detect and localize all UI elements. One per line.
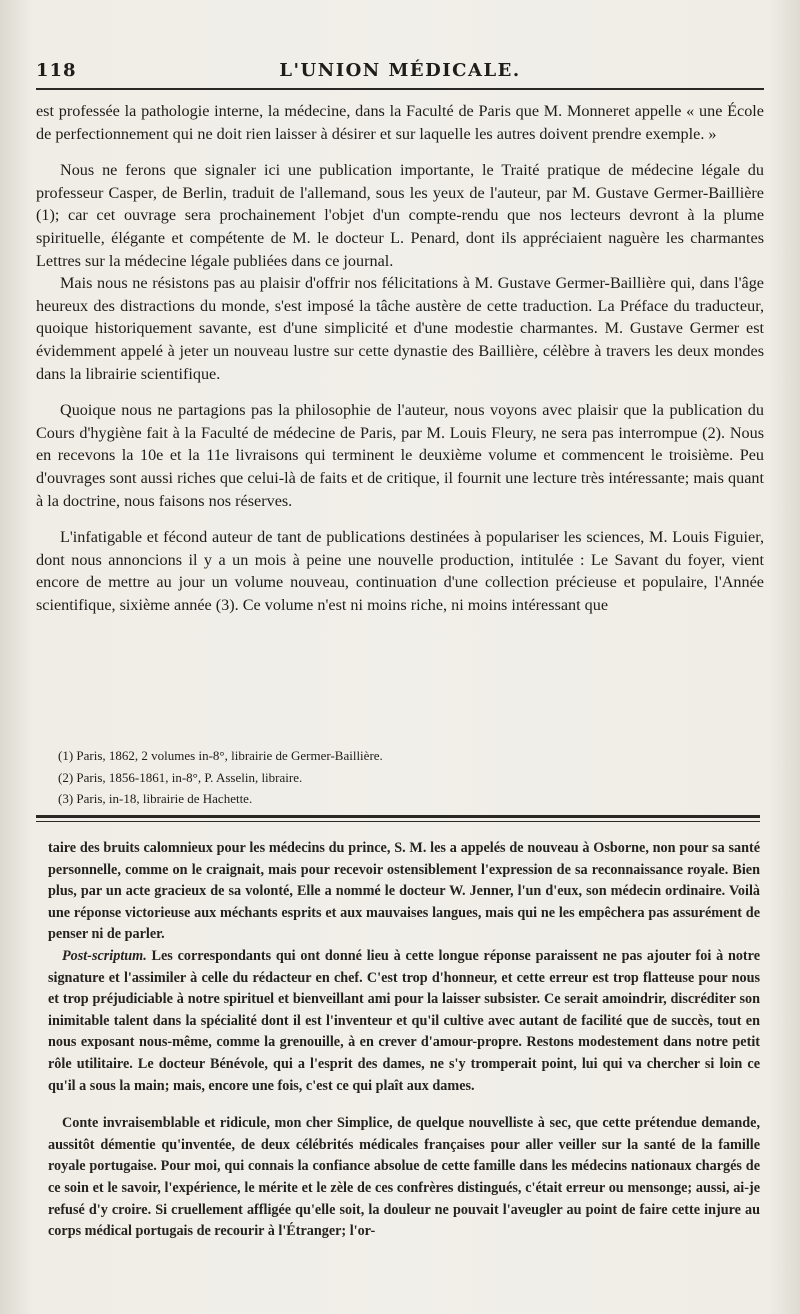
footnotes xyxy=(58,745,764,810)
paragraph-germer: Mais nous ne résistons pas au plaisir d'offrir nos félicitations à M. Gustave Germer-Baillière qui, dans l'âge heureux des distractions du monde, s'est imposé la tâche austère de cette traduction. La Préface du traducteur, quoique historiquement savante, est d'une simplicité et d'une modestie charmantes. M. Gustave Germer est évidemment appelé à jeter un nouveau lustre sur cette dynastie des Baillière, célèbre à travers les deux mondes dans la librairie scientifique. xyxy=(36,274,764,383)
page-number: 118 xyxy=(36,60,77,81)
journal-title: L'UNION MÉDICALE. xyxy=(279,60,521,81)
footnote-1: (1) Paris, 1862, 2 volumes in-8°, librairie de Germer-Baillière. xyxy=(58,748,383,763)
paragraph-continuation: est professée la pathologie interne, la médecine, dans la Faculté de Paris que M. Monneret appelle « une École de perfectionnement qui ne doit rien laisser à désirer et sur laquelle les autres doivent prendre exemple. » xyxy=(36,102,764,143)
footnote-2: (2) Paris, 1856-1861, in-8°, P. Asselin, libraire. xyxy=(58,769,303,785)
feuilleton-postscript xyxy=(48,946,760,1097)
feuilleton-paragraph-1: taire des bruits calomnieux pour les médecins du prince, S. M. les a appelés de nouveau à Osborne, non pour sa santé personnelle, comme on le craignait, mais pour recevoir ostensiblement l'expression de sa reconnaissance royale. Bien plus, par un acte gracieux de sa volonté, Elle a nommé le docteur W. Jenner, l'un d'eux, son médecin ordinaire. Voilà une réponse victorieuse aux méchants esprits et aux mauvaises langues, mais qui ne les empêchera pas assurément de penser ni de parler. xyxy=(48,840,760,943)
postscript-label: Post-scriptum. xyxy=(62,947,147,964)
main-column xyxy=(36,100,764,616)
footnote-3: (3) Paris, in-18, librairie de Hachette. xyxy=(58,791,253,806)
paragraph-fleury: Quoique nous ne partagions pas la philosophie de l'auteur, nous voyons avec plaisir que la publication du Cours d'hygiène fait à la Faculté de médecine de Paris, par M. Louis Fleury, ne sera pas interrompue (2). Nous en recevons la 10e et la 11e livraisons qui terminent le deuxième volume et commencent le troisième. Peu d'ouvrages sont aussi riches que celui-là de faits et de critique, il fournit une lecture très intéressante; mais quant à la doctrine, nous faisons nos réserves. xyxy=(36,401,764,510)
feuilleton-rule xyxy=(36,815,760,818)
feuilleton-column xyxy=(48,838,760,1243)
postscript-text: Les correspondants qui ont donné lieu à cette longue réponse paraissent ne pas ajouter foi à notre signature et l'assimiler à celle du rédacteur en chef. C'est trop d'honneur, et cette erreur est trop flatteuse pour nous et trop préjudiciable à notre spirituel et bienveillant ami pour la laisser subsister. Ce serait amoindrir, discréditer son inimitable talent dans la spécialité dont il est l'inventeur et qu'il cultive avec autant de facilité que de succès, tout en nous exposant nous-même, comme la grenouille, à en crever d'amour-propre. Restons modestement dans notre petit rôle utilitaire. Le docteur Bénévole, qui a l'esprit des dames, ne s'y tromperait point, lui qui va chercher si loin ce qu'il a sous la main; mais, encore une fois, c'est ce qui plaît aux dames. xyxy=(48,947,760,1094)
feuilleton-rule-thin xyxy=(36,821,760,822)
paragraph-casper: Nous ne ferons que signaler ici une publication importante, le Traité pratique de médecine légale du professeur Casper, de Berlin, traduit de l'allemand, sous les yeux de l'auteur, par M. Gustave Germer-Baillière (1); car cet ouvrage sera prochainement l'objet d'un compte-rendu que nos lecteurs devront à la plume spirituelle, élégante et compétente de M. le docteur L. Penard, dont ils appréciaient naguère les charmantes Lettres sur la médecine légale publiées dans ce journal. xyxy=(36,161,764,270)
running-head xyxy=(36,56,764,86)
paragraph-figuier: L'infatigable et fécond auteur de tant de publications destinées à populariser les sciences, M. Louis Figuier, dont nous annoncions il y a un mois à peine une nouvelle production, intitulée : Le Savant du foyer, vient encore de mettre au jour un volume nouveau, continuation d'une collection précieuse et populaire, l'Année scientifique, sixième année (3). Ce volume n'est ni moins riche, ni moins intéressant que xyxy=(36,528,764,614)
feuilleton-paragraph-3: Conte invraisemblable et ridicule, mon cher Simplice, de quelque nouvelliste à sec, que cette prétendue demande, aussitôt démentie qu'inventée, de deux célébrités médicales françaises pour aller veiller sur la santé de la famille royale portugaise. Pour moi, qui connais la confiance absolue de cette famille dans les médecins nationaux chargés de ce soin et le savoir, l'expérience, le mérite et le zèle de ces confrères distingués, c'était erreur ou mensonge; aussi, ai-je refusé d'y croire. Si cruellement affligée qu'elle soit, la douleur ne pouvait l'aveugler au point de faire cette injure au corps médical portugais de recourir à l'Étranger; l'or- xyxy=(48,1115,760,1240)
header-rule xyxy=(36,88,764,90)
